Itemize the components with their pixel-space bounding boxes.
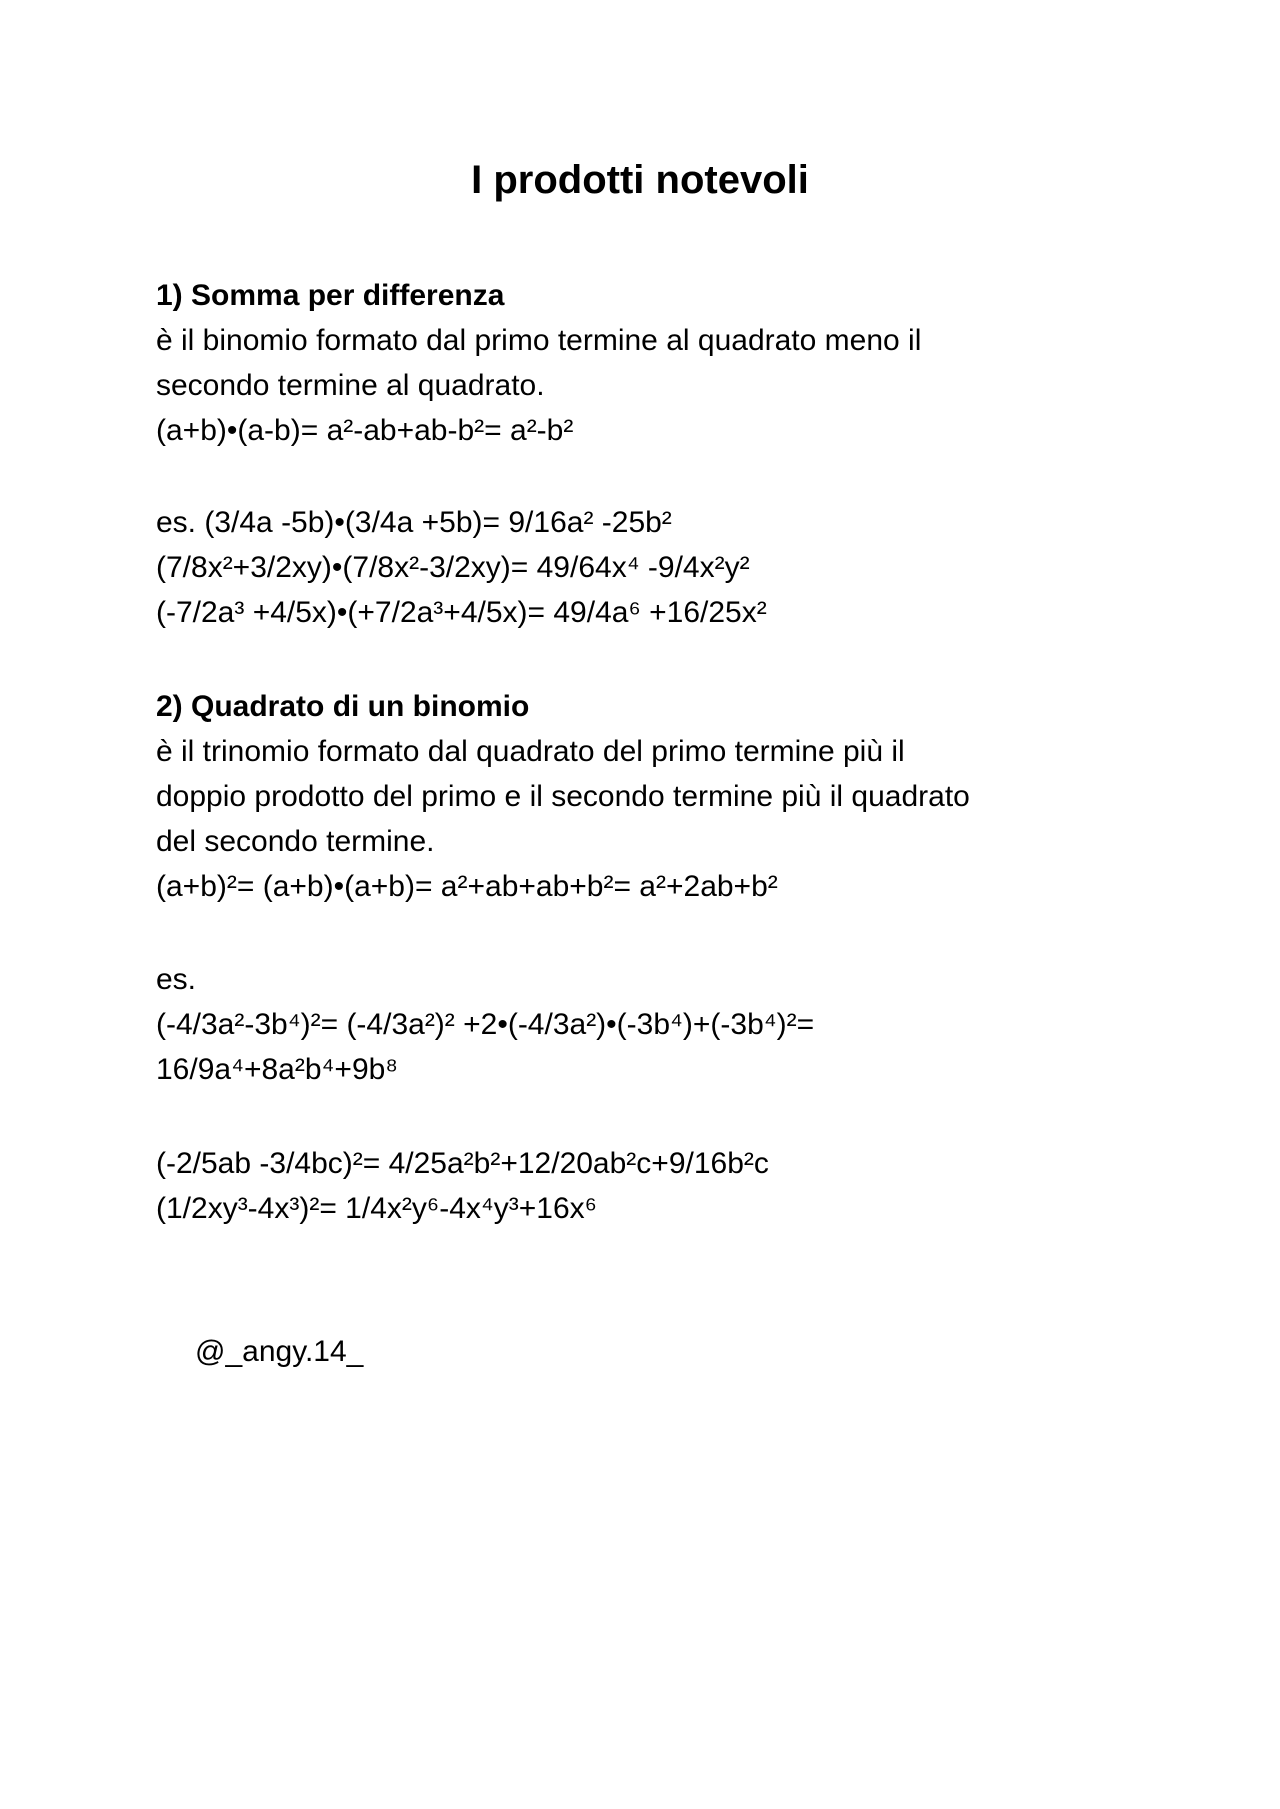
section2-examples: [156, 957, 1156, 1092]
section2-heading: 2) Quadrato di un binomio: [156, 690, 530, 723]
section2-description-line1: è il trinomio formato dal quadrato del primo termine più il: [156, 735, 905, 768]
section1-example: es. (3/4a -5b)•(3/4a +5b)= 9/16a² -25b²: [156, 506, 672, 539]
section2-example: (1/2xy³-4x³)²= 1/4x²y⁶-4x⁴y³+16x⁶: [156, 1192, 598, 1225]
author-signature: @_angy.14_: [195, 1335, 364, 1368]
section1-example: (-7/2a³ +4/5x)•(+7/2a³+4/5x)= 49/4a⁶ +16/25x²: [156, 596, 767, 629]
section2-example1-line1: (-4/3a²-3b⁴)²= (-4/3a²)² +2•(-4/3a²)•(-3b⁴)+(-3b⁴)²=: [156, 1008, 815, 1041]
section2-formula: (a+b)²= (a+b)•(a+b)= a²+ab+ab+b²= a²+2ab+b²: [156, 870, 778, 903]
page-title: I prodotti notevoli: [471, 158, 809, 202]
section2-description-line2: doppio prodotto del primo e il secondo termine più il quadrato: [156, 780, 970, 813]
section2-example: (-2/5ab -3/4bc)²= 4/25a²b²+12/20ab²c+9/16b²c: [156, 1147, 769, 1180]
section-quadrato-di-un-binomio: [156, 684, 1156, 909]
section2-examples-label: es.: [156, 963, 197, 996]
section2-more-examples: [156, 1141, 1156, 1231]
section1-description-line1: è il binomio formato dal primo termine al quadrato meno il: [156, 324, 922, 357]
section1-formula: (a+b)•(a-b)= a²-ab+ab-b²= a²-b²: [156, 414, 574, 447]
section1-description-line2: secondo termine al quadrato.: [156, 369, 545, 402]
section-somma-per-differenza: [156, 273, 1156, 453]
section2-example1-line2: 16/9a⁴+8a²b⁴+9b⁸: [156, 1053, 398, 1086]
section1-heading: 1) Somma per differenza: [156, 279, 505, 312]
section1-example: (7/8x²+3/2xy)•(7/8x²-3/2xy)= 49/64x⁴ -9/4x²y²: [156, 551, 750, 584]
section2-description-line3: del secondo termine.: [156, 825, 435, 858]
section1-examples: [156, 500, 1156, 635]
